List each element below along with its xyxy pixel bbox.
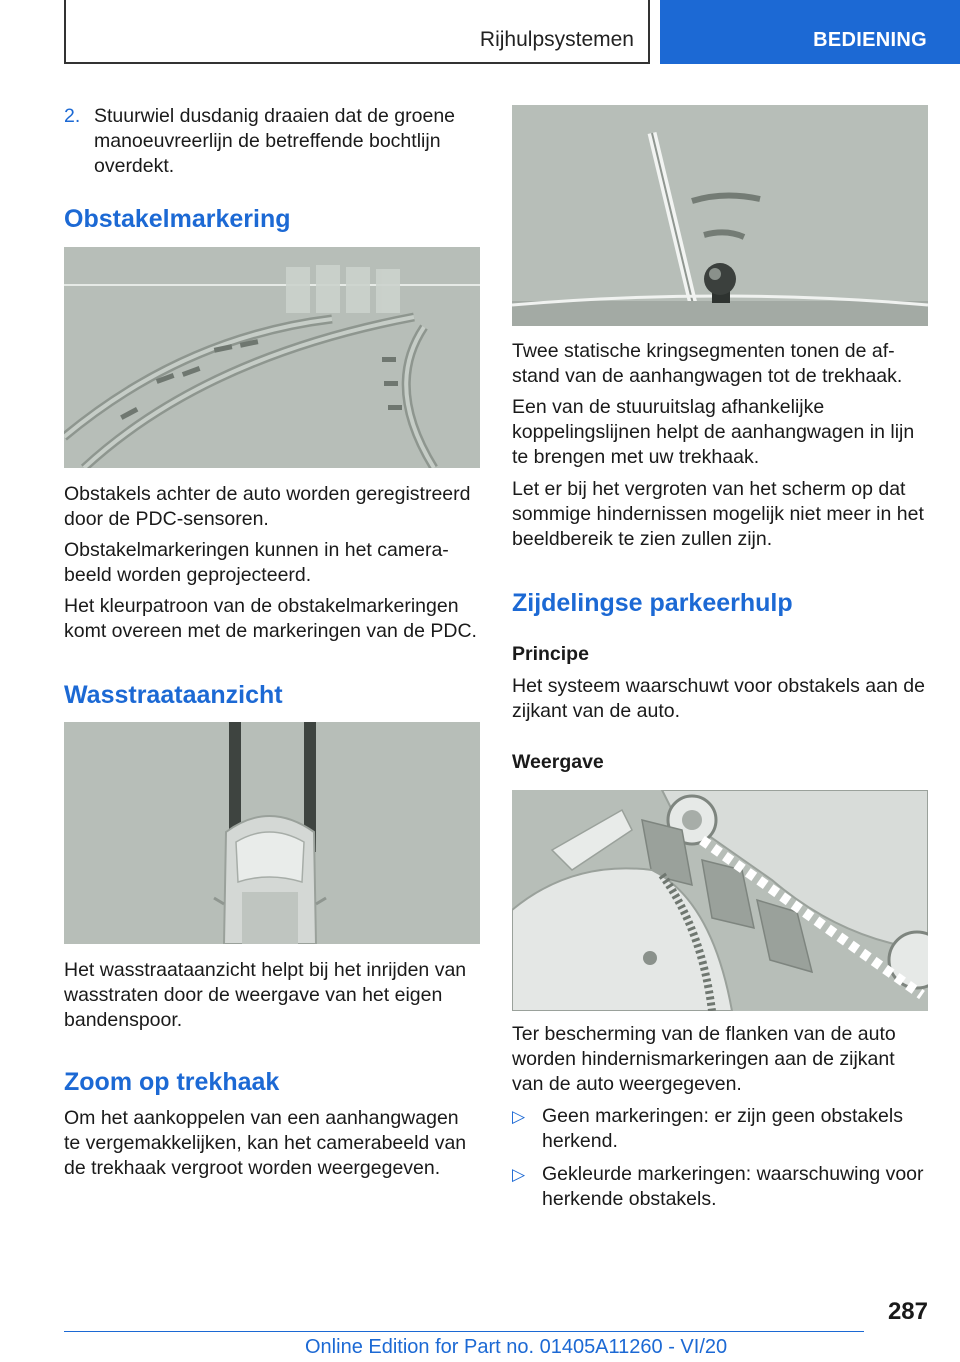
heading-side-parking: Zijdelingse parkeerhulp [512, 589, 793, 617]
heading-zoom-hitch: Zoom op trekhaak [64, 1068, 280, 1096]
step-number: 2. [64, 105, 81, 127]
subheading-principle: Principe [512, 643, 589, 665]
bullet-item-2 [512, 1162, 928, 1214]
figure-side-parking [512, 790, 928, 1011]
carwash-paragraph-1: Het wasstraataanzicht helpt bij het inrijden van wasstraten door de weergave van het eigen bandenspoor. [64, 959, 467, 1031]
section-title: Rijhulpsystemen [479, 28, 634, 51]
zoom-paragraph-1: Om het aankoppelen van een aanhangwagen te vergemakkelijken, kan het camerabeeld van de trekhaak vergroot worden weergegeven. [64, 1107, 467, 1179]
hitch-paragraph-2: Een van de stuuruitslag afhankelijke koppelingslijnen helpt de aanhangwagen in lijn te brengen met uw trekhaak. [512, 396, 915, 468]
footer-divider [64, 1331, 864, 1332]
step-text: Stuurwiel dusdanig draaien dat de groene manoeuvreerlijn de betreffende bochtlijn overdekt. [94, 105, 456, 177]
figure-obstacle-marking [64, 247, 480, 468]
hitch-paragraph-1: Twee statische kringsegmenten tonen de afstand van de aanhangwagen tot de trekhaak. [512, 340, 903, 387]
bullet-triangle-icon: ▷ [512, 1165, 526, 1184]
heading-obstacle-marking: Obstakelmarkering [64, 205, 291, 233]
heading-carwash-view: Wasstraataanzicht [64, 681, 283, 709]
bullet-text: Geen markeringen: er zijn geen obstakels herkend. [542, 1105, 903, 1152]
hitch-paragraph-3: Let er bij het vergroten van het scherm op dat sommige hindernissen mogelijk niet meer in het beeldbereik te zien zullen zijn. [512, 478, 924, 550]
obstacle-paragraph-2: Obstakelmarkeringen kunnen in het camerabeeld worden geprojecteerd. [64, 539, 449, 586]
obstacle-paragraph-1: Obstakels achter de auto worden geregistreerd door de PDC-sensoren. [64, 483, 471, 530]
obstacle-paragraph-3: Het kleurpatroon van de obstakelmarkeringen komt overeen met de markeringen van de PDC. [64, 595, 477, 642]
bullet-text: Gekleurde markeringen: waarschuwing voor herkende obstakels. [542, 1163, 924, 1210]
page-number: 287 [887, 1298, 928, 1325]
section-header [64, 0, 650, 64]
principle-paragraph: Het systeem waarschuwt voor obstakels aan de zijkant van de auto. [512, 675, 925, 722]
chapter-label: BEDIENING [813, 29, 927, 51]
chapter-tab [660, 0, 960, 64]
footer-edition-text: Online Edition for Part no. 01405A11260 - VI/20 [305, 1336, 728, 1358]
step-item [64, 104, 480, 179]
bullet-triangle-icon: ▷ [512, 1107, 526, 1126]
bullet-item-1 [512, 1104, 928, 1156]
figure-carwash-view [64, 722, 480, 944]
display-paragraph: Ter bescherming van de flanken van de auto worden hindernismarkeringen aan de zijkant van de auto weergegeven. [512, 1023, 896, 1095]
figure-hitch-zoom [512, 105, 928, 326]
subheading-display: Weergave [512, 751, 604, 773]
